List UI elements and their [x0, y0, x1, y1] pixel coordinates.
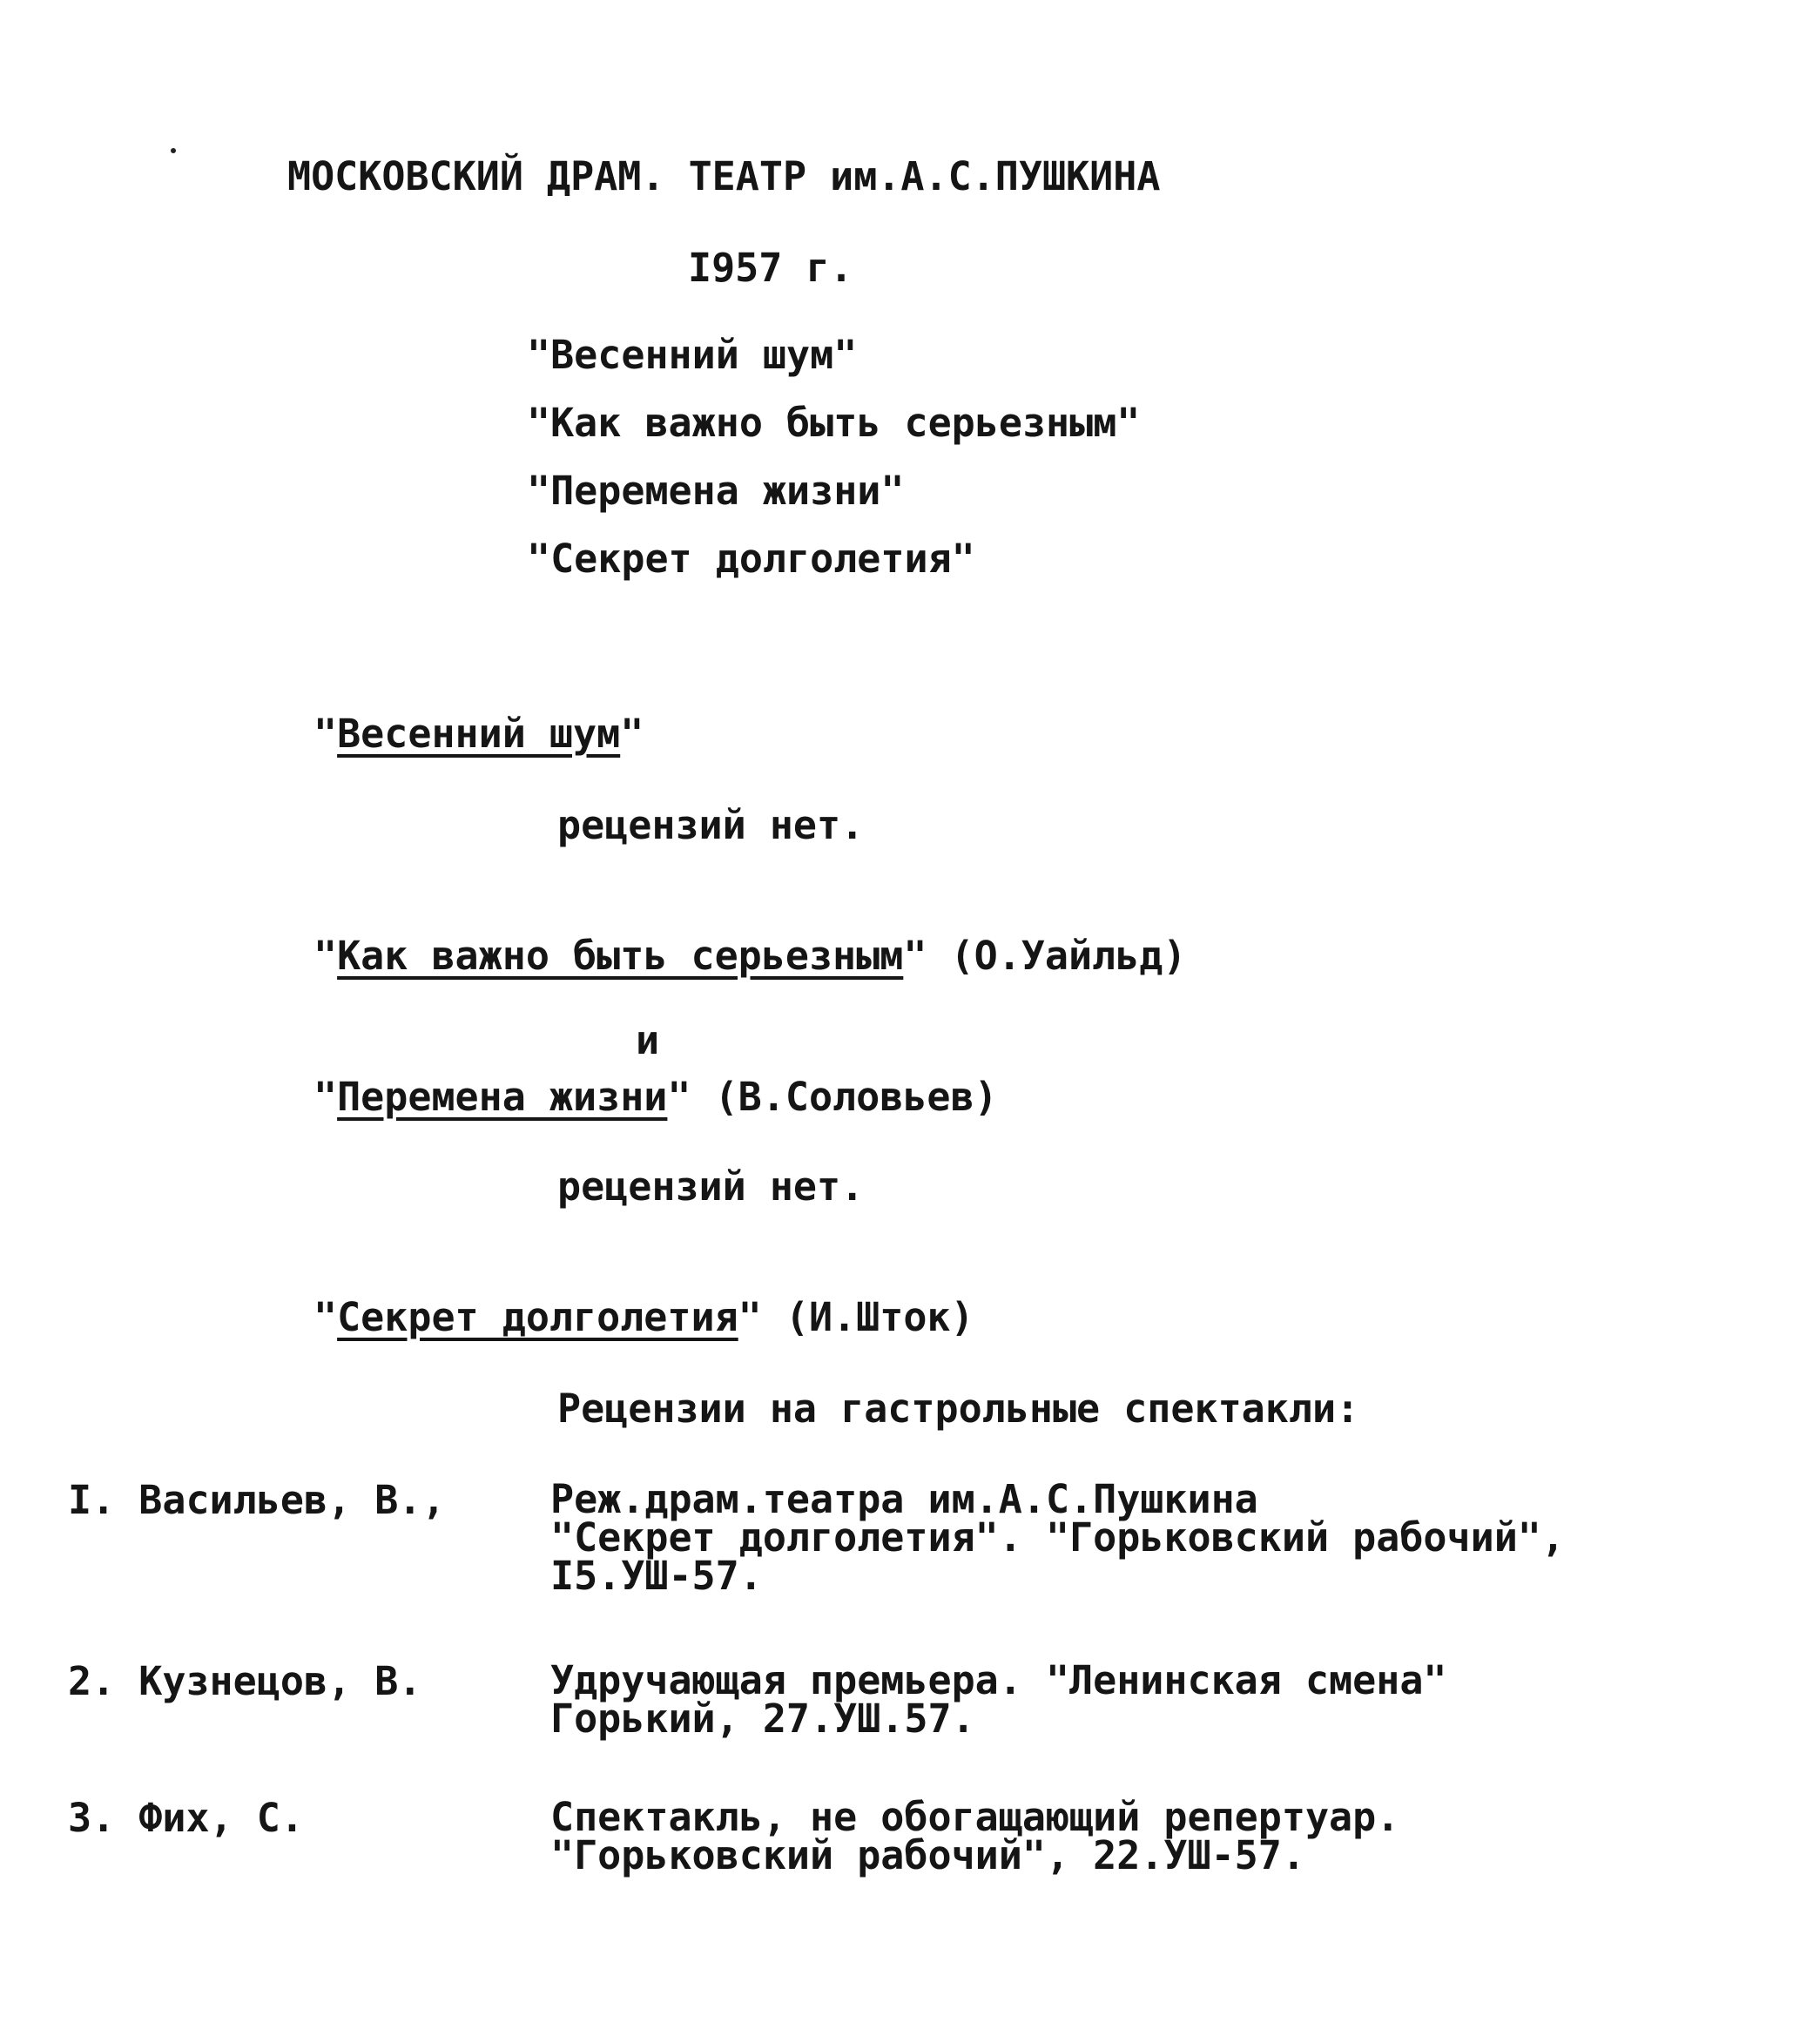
section-heading-secret-longevity: "Секрет долголетия" (И.Шток)	[313, 1294, 974, 1340]
review-author: 2. Кузнецов, В.	[68, 1658, 422, 1704]
play-title: Как важно быть серьезным	[337, 933, 904, 979]
conjunction: и	[636, 1017, 660, 1063]
no-reviews-note: рецензий нет.	[557, 802, 865, 848]
play-author: (О.Уайльд)	[950, 933, 1187, 979]
play-list-item: "Весенний шум"	[527, 332, 858, 378]
play-list-item: "Перемена жизни"	[527, 468, 905, 514]
play-list-item: "Секрет долголетия"	[527, 536, 975, 582]
play-title: Весенний шум	[337, 711, 621, 757]
review-citation: Спектакль, не обогащающий репертуар. "Горьковский рабочий", 22.УШ-57.	[550, 1794, 1400, 1878]
theatre-title: МОСКОВСКИЙ ДРАМ. ТЕАТР им.А.С.ПУШКИНА	[287, 153, 1161, 199]
tour-reviews-subheading: Рецензии на гастрольные спектакли:	[557, 1386, 1360, 1432]
play-author: (В.Соловьев)	[714, 1074, 998, 1120]
review-author: 3. Фих, С.	[68, 1795, 304, 1841]
play-title: Перемена жизни	[337, 1074, 668, 1120]
play-list-item: "Как важно быть серьезным"	[527, 400, 1141, 446]
year-heading: I957 г.	[688, 245, 853, 291]
review-author: I. Васильев, В.,	[68, 1477, 446, 1523]
ink-speck	[171, 148, 176, 153]
section-heading-change-of-life: "Перемена жизни" (В.Соловьев)	[313, 1074, 998, 1120]
review-citation: Реж.драм.театра им.А.С.Пушкина "Секрет долголетия". "Горьковский рабочий", I5.УШ-57.	[550, 1476, 1565, 1599]
play-title: Секрет долголетия	[337, 1294, 738, 1340]
section-heading-earnest: "Как важно быть серьезным" (О.Уайльд)	[313, 933, 1187, 979]
no-reviews-note: рецензий нет.	[557, 1163, 865, 1210]
play-author: (И.Шток)	[785, 1294, 974, 1340]
review-citation: Удручающая премьера. "Ленинская смена" Горький, 27.УШ.57.	[550, 1657, 1447, 1742]
section-heading-spring-noise: "Весенний шум"	[313, 711, 644, 757]
